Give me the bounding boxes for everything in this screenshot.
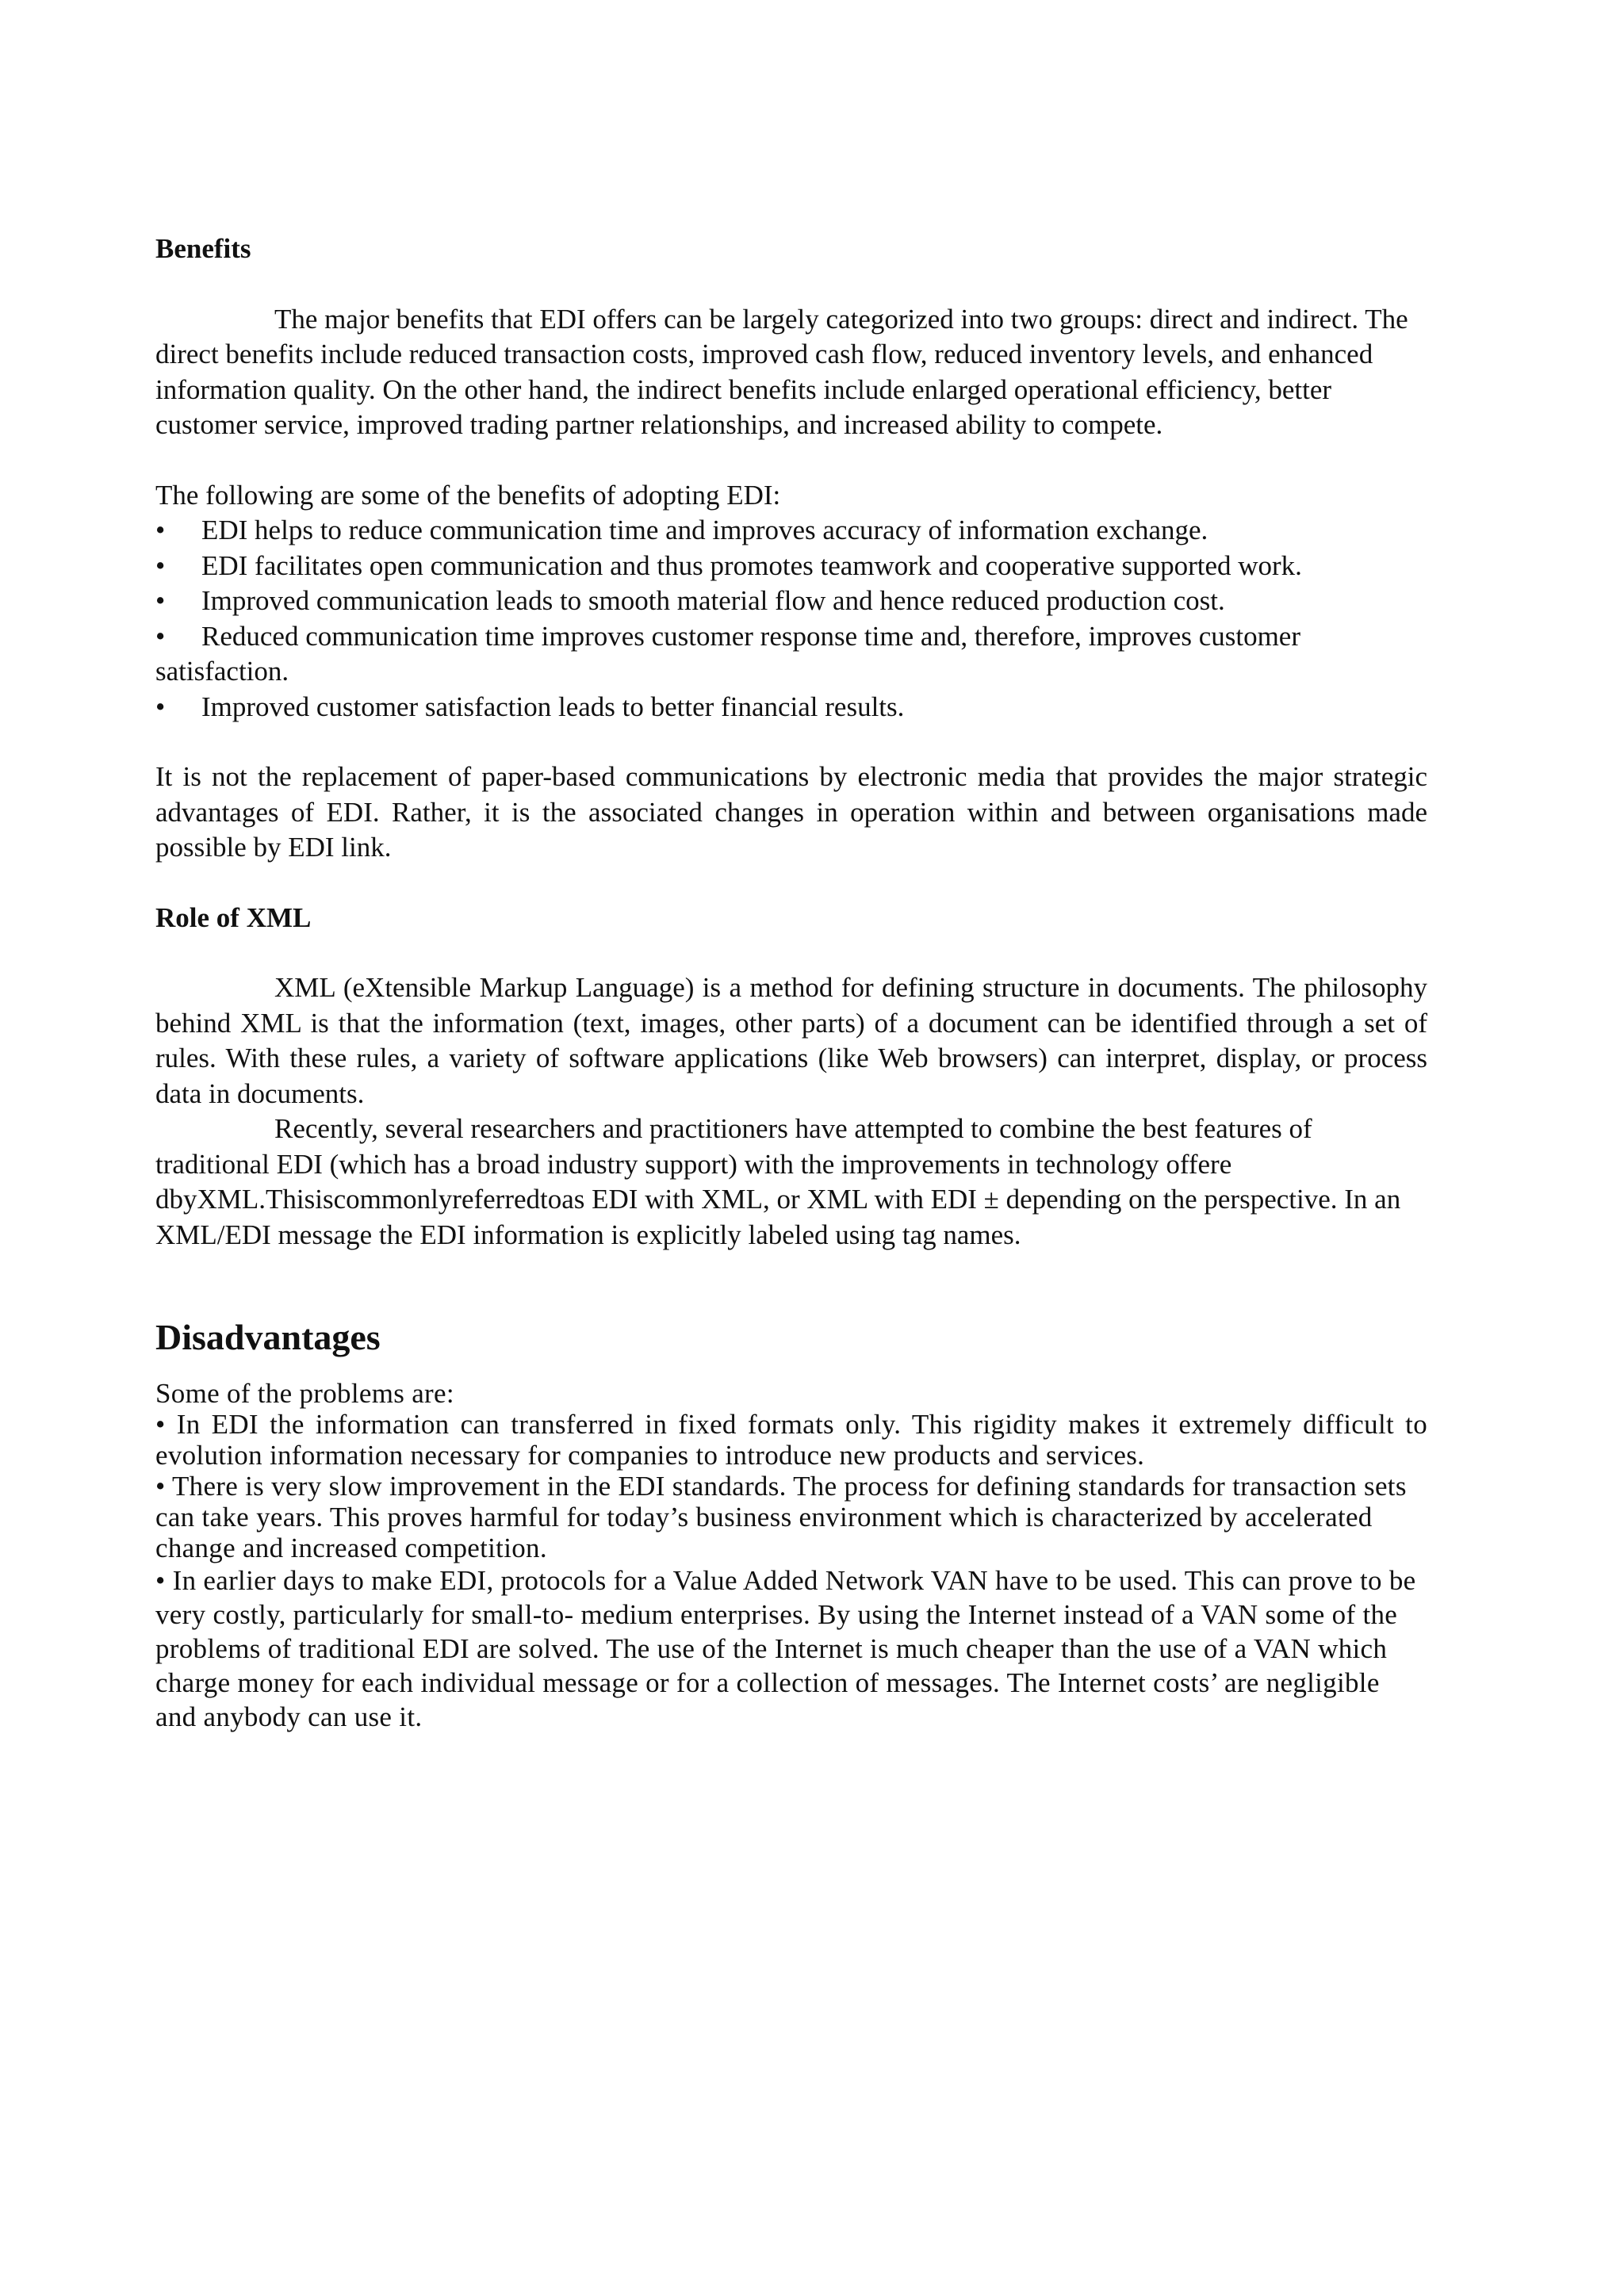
spacer (155, 267, 1427, 302)
disadvantages-lead: Some of the problems are: (155, 1378, 454, 1409)
spacer (155, 725, 1427, 760)
list-item (155, 1409, 1427, 1471)
bullet-icon: • (155, 549, 166, 581)
disadvantages-section (155, 1378, 1427, 1734)
list-item (155, 513, 1427, 549)
spacer (155, 936, 1427, 970)
list-item (155, 619, 1427, 690)
list-item-text: EDI facilitates open communication and thus promotes teamwork and cooperative supported work. (201, 549, 1302, 581)
disadvantages-heading: Disadvantages (155, 1317, 381, 1357)
benefits-list-lead: The following are some of the benefits of adopting EDI: (155, 479, 781, 511)
list-item-text: Reduced communication time improves customer response time and, therefore, improves customer satisfaction. (155, 620, 1300, 687)
xml-paragraph-2: Recently, several researchers and practitioners have attempted to combine the best features of traditional EDI (which has a broad industry support) with the improvements in technology offere dbyXML.Thisiscommonlyreferredtoas EDI with XML, or XML with EDI ± depending on the perspective. In an XML/EDI message the EDI information is explicitly labeled using tag names. (155, 1113, 1401, 1250)
benefits-list (155, 513, 1427, 725)
bullet-icon: • (155, 1409, 166, 1440)
benefits-intro-paragraph: The major benefits that EDI offers can be largely categorized into two groups: direct and indirect. The direct benefits include reduced transaction costs, improved cash flow, reduced inventory levels, and enhanced information quality. On the other hand, the indirect benefits include enlarged operational efficiency, better customer service, improved trading partner relationships, and increased ability to compete. (155, 303, 1408, 440)
list-item (155, 1563, 1427, 1734)
list-item-text: There is very slow improvement in the EDI standards. The process for defining standards for transaction sets can take years. This proves harmful for today’s business environment which is characterized by accelerated change and increased competition. (155, 1471, 1407, 1563)
bullet-icon: • (155, 691, 166, 722)
bullet-icon: • (155, 585, 166, 616)
xml-paragraph-1: XML (eXtensible Markup Language) is a method for defining structure in documents. The philosophy behind XML is that the information (text, images, other parts) of a document can be identified through a set of rules. With these rules, a variety of software applications (like Web browsers) can interpret, display, or process data in documents. (155, 972, 1427, 1109)
spacer (155, 443, 1427, 478)
spacer (155, 866, 1427, 901)
bullet-icon: • (155, 1565, 166, 1596)
list-item-text: Improved communication leads to smooth material flow and hence reduced production cost. (201, 585, 1225, 616)
document-page (155, 232, 1427, 1734)
list-item-text: In earlier days to make EDI, protocols for a Value Added Network VAN have to be used. This can prove to be very costly, particularly for small-to- medium enterprises. By using the Internet instead of a VAN some of the problems of traditional EDI are solved. The use of the Internet is much cheaper than the use of a VAN which charge money for each individual message or for a collection of messages. The Internet costs’ are negligible and anybody can use it. (155, 1565, 1416, 1732)
spacer (155, 1253, 1427, 1316)
list-item (155, 1471, 1427, 1563)
spacer (155, 1359, 1427, 1378)
xml-heading: Role of XML (155, 901, 312, 933)
benefits-closing-paragraph: It is not the replacement of paper-based communications by electronic media that provides the major strategic advantages of EDI. Rather, it is the associated changes in operation within and between organisations made possible by EDI link. (155, 761, 1427, 863)
list-item (155, 584, 1427, 619)
bullet-icon: • (155, 515, 166, 545)
list-item (155, 690, 1427, 725)
list-item-text: In EDI the information can transferred in fixed formats only. This rigidity makes it extremely difficult to evolution information necessary for companies to introduce new products and services. (155, 1409, 1427, 1471)
list-item-text: EDI helps to reduce communication time and improves accuracy of information exchange. (201, 515, 1208, 545)
list-item-text: Improved customer satisfaction leads to better financial results. (201, 691, 905, 722)
bullet-icon: • (155, 620, 166, 652)
benefits-heading: Benefits (155, 233, 251, 264)
bullet-icon: • (155, 1471, 166, 1502)
list-item (155, 549, 1427, 584)
